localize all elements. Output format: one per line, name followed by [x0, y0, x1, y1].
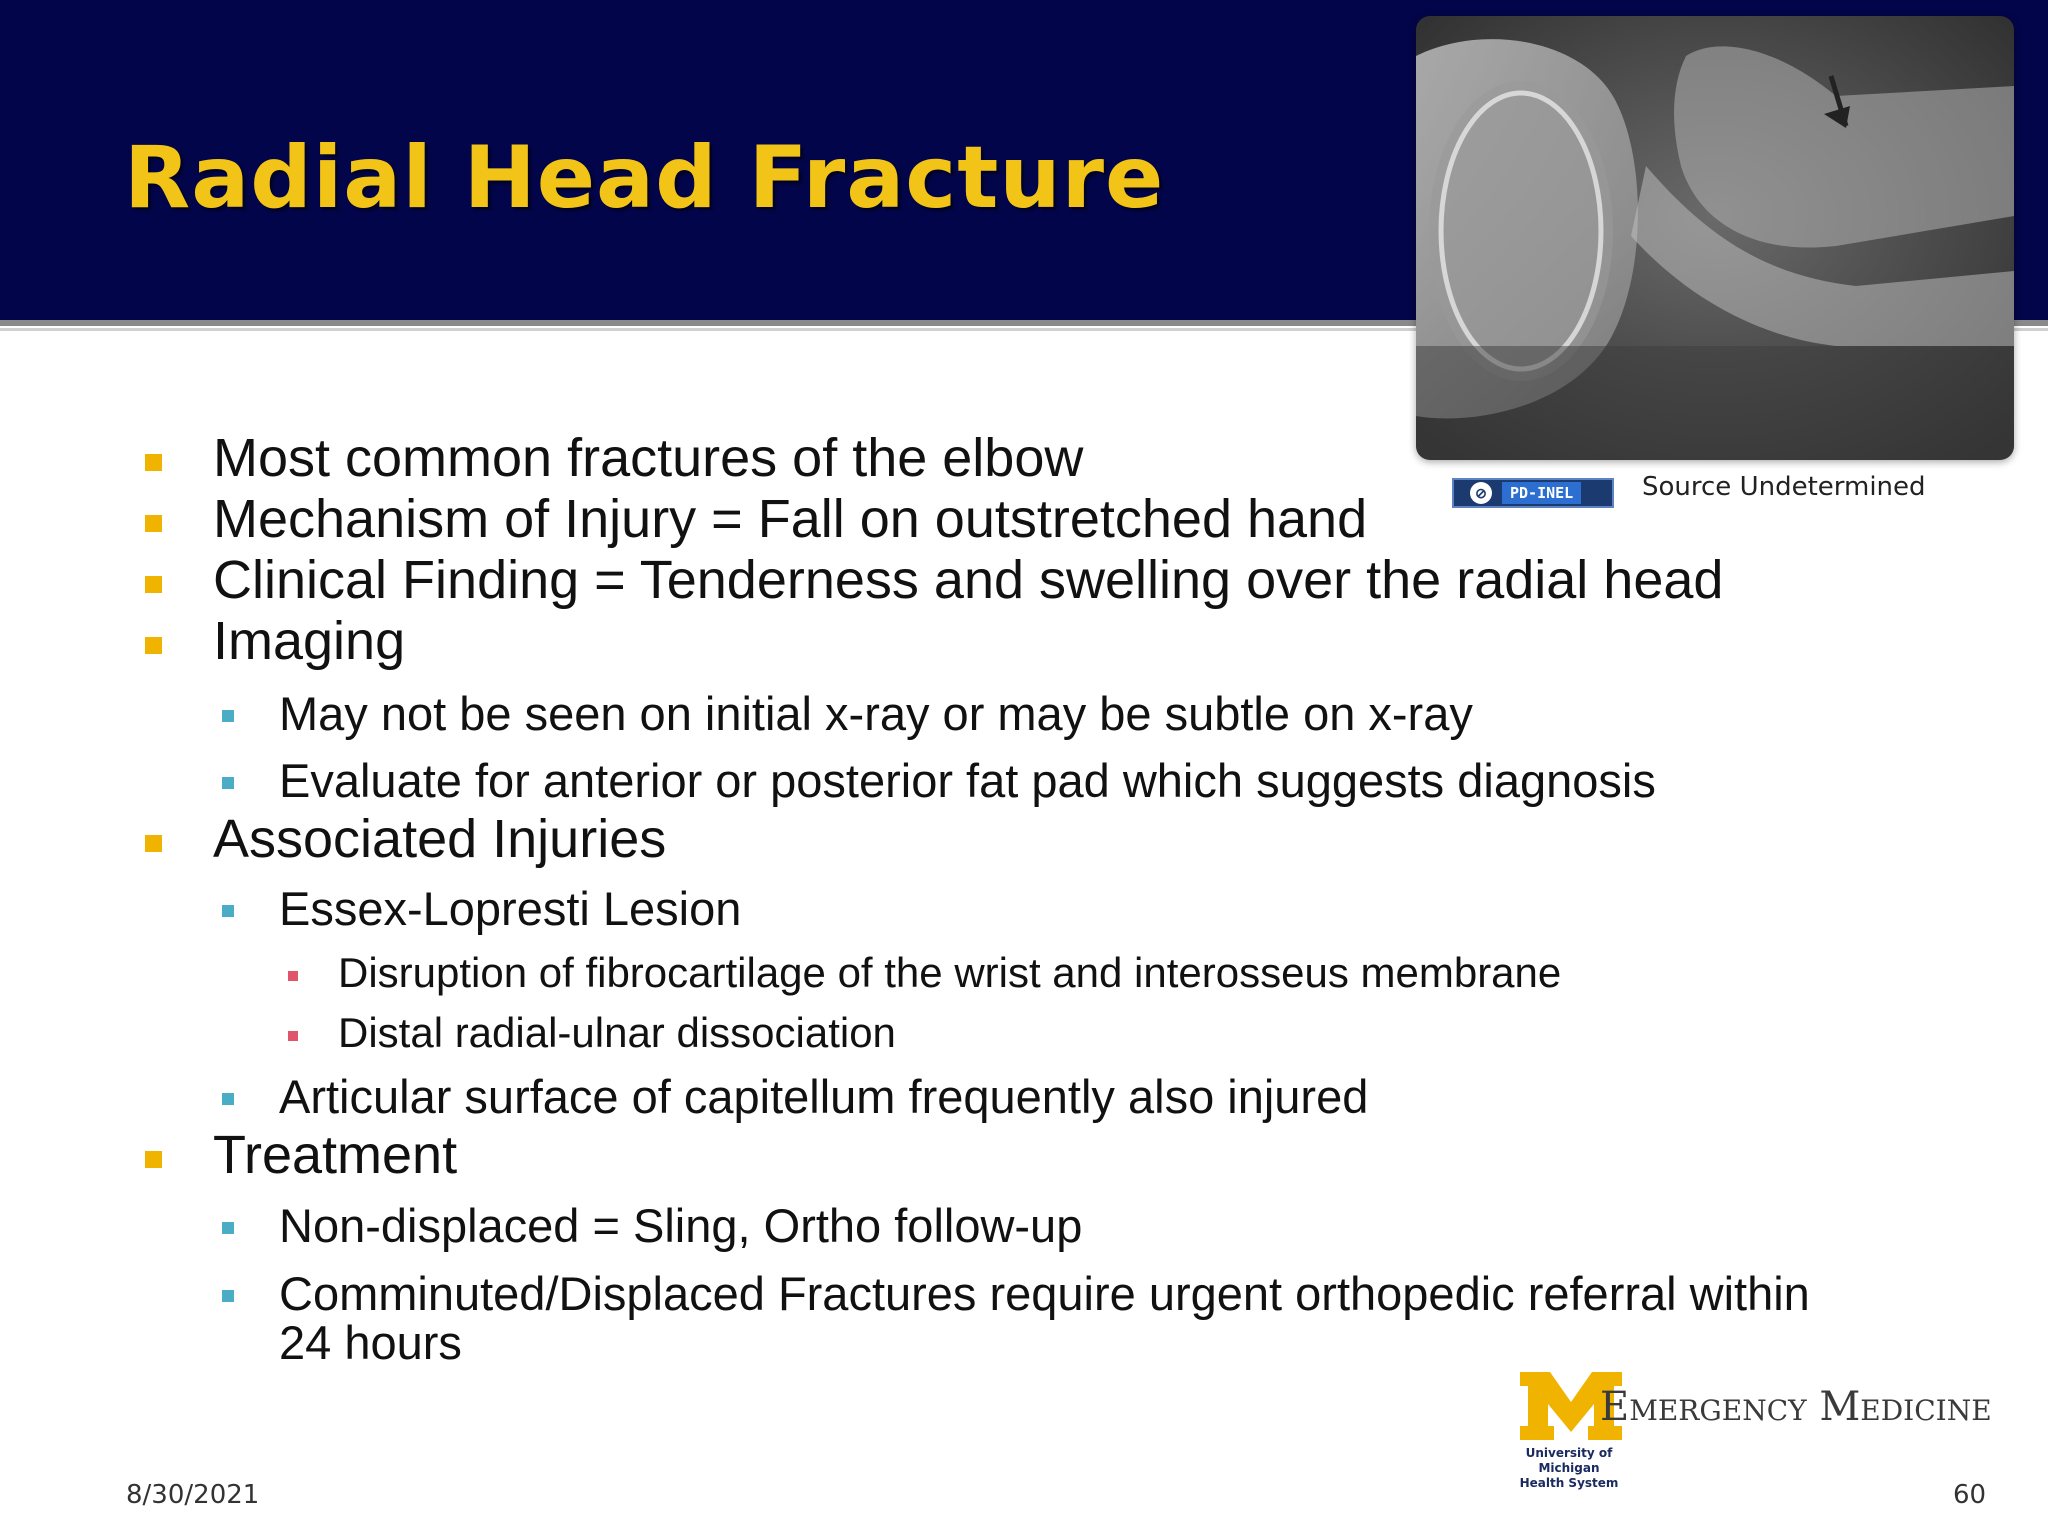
sub-bullet-item: May not be seen on initial x-ray or may be subtle on x-ray	[279, 689, 1473, 738]
bullet-item: Clinical Finding = Tenderness and swelling over the radial head	[213, 552, 1723, 609]
bullet-square-icon	[222, 710, 234, 722]
bullet-item: Most common fractures of the elbow	[213, 430, 1083, 487]
bullet-item: Associated Injuries	[213, 811, 666, 868]
slide-page-number: 60	[1953, 1480, 1987, 1510]
slide-title: Radial Head Fracture	[124, 128, 1165, 228]
bullet-square-icon	[145, 1151, 162, 1168]
logo-title: Emergency Medicine	[1600, 1384, 1992, 1430]
sub-bullet-item: Evaluate for anterior or posterior fat pad which suggests diagnosis	[279, 756, 1656, 805]
bullet-square-icon	[222, 777, 234, 789]
bullet-square-icon	[145, 835, 162, 852]
bullet-square-icon	[222, 1222, 234, 1234]
logo-subtitle: University of Michigan Health System	[1519, 1446, 1619, 1490]
bullet-square-icon	[288, 1031, 298, 1041]
bullet-square-icon	[145, 454, 162, 471]
sub-bullet-item: Articular surface of capitellum frequently also injured	[279, 1072, 1368, 1121]
bullet-item: Treatment	[213, 1127, 457, 1184]
sub-sub-bullet-item: Distal radial-ulnar dissociation	[338, 1011, 896, 1055]
sub-bullet-item: Comminuted/Displaced Fractures require urgent orthopedic referral within 24 hours	[279, 1269, 1839, 1368]
bullet-item: Mechanism of Injury = Fall on outstretched hand	[213, 491, 1367, 548]
bullet-square-icon	[222, 1290, 234, 1302]
sub-bullet-item: Non-displaced = Sling, Ortho follow-up	[279, 1201, 1082, 1250]
bullet-square-icon	[145, 576, 162, 593]
slide-date: 8/30/2021	[126, 1480, 260, 1510]
bullet-square-icon	[288, 971, 298, 981]
emergency-medicine-logo	[1494, 1370, 2014, 1490]
bullet-square-icon	[222, 905, 234, 917]
bullet-square-icon	[145, 637, 162, 654]
license-badge-label: PD-INEL	[1502, 482, 1581, 504]
bullet-square-icon	[222, 1093, 234, 1105]
bullet-item: Imaging	[213, 613, 405, 670]
no-copyright-icon: ⊘	[1470, 482, 1492, 504]
bullet-square-icon	[145, 515, 162, 532]
image-source-caption: Source Undetermined	[1642, 472, 1926, 502]
sub-bullet-item: Essex-Lopresti Lesion	[279, 884, 741, 933]
sub-sub-bullet-item: Disruption of fibrocartilage of the wrist and interosseus membrane	[338, 951, 1561, 995]
